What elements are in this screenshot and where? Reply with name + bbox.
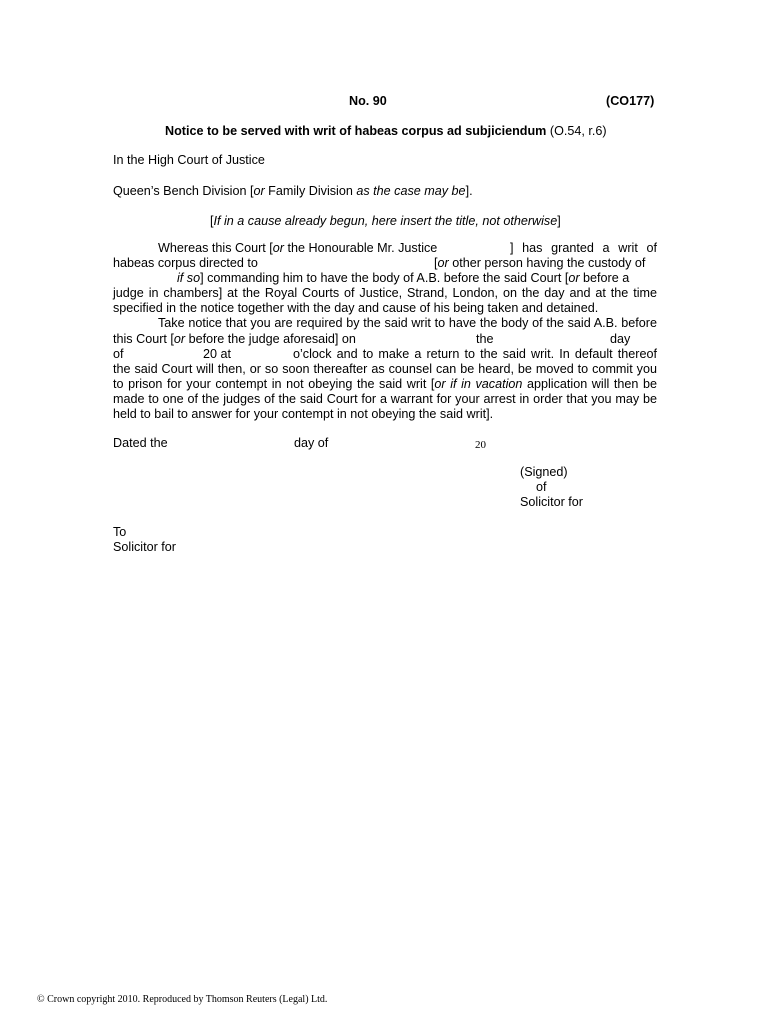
body-line-11: made to one of the judges of the said Court for a warrant for your arrest in order that you may be [113, 391, 657, 406]
copyright-notice: © Crown copyright 2010. Reproduced by Thomson Reuters (Legal) Ltd. [37, 994, 328, 1005]
writ-granted-text: ] has granted a writ of [510, 241, 657, 255]
court-name: In the High Court of Justice [113, 153, 265, 167]
body-line-4: judge in chambers] at the Royal Courts of Justice, Strand, London, on the day and at the time [113, 286, 657, 301]
directed-to-text: habeas corpus directed to [113, 256, 258, 271]
cause-open: [ [210, 214, 214, 228]
body-line-1 [113, 241, 657, 256]
commanding-text: ] commanding him to have the body of A.B. before the said Court [ [200, 271, 569, 286]
body-line-2 [113, 256, 657, 271]
the-text: the [476, 331, 494, 346]
form-title-main: Notice to be served with writ of habeas corpus ad subjiciendum [165, 124, 547, 138]
form-title [165, 124, 607, 139]
of-text: of [113, 346, 124, 361]
division-close: ]. [465, 184, 473, 198]
signature-of-label: of [536, 480, 547, 494]
division-family: Family Division [264, 184, 357, 198]
to-label: To [113, 525, 127, 539]
whereas-a: Whereas this Court [ [158, 241, 273, 255]
cause-close: ] [557, 214, 561, 228]
whereas-justice: the Honourable Mr. Justice [284, 241, 438, 255]
this-court-text [113, 332, 356, 347]
application-text: application will then be [522, 376, 657, 391]
year-label: 20 [475, 439, 486, 451]
if-so-text: if so [177, 271, 201, 286]
division-case: as the case may be [356, 184, 466, 198]
form-title-reference: (O.54, r.6) [546, 124, 607, 138]
custody-text [434, 256, 645, 271]
cause-instruction [210, 214, 561, 229]
this-court-or: or [173, 331, 186, 346]
form-number: No. 90 [349, 94, 387, 108]
this-court-rest: before the judge aforesaid] on [185, 331, 356, 346]
division-or: or [253, 184, 265, 198]
this-court-a: this Court [ [113, 331, 174, 346]
body-line-7 [113, 332, 657, 347]
custody-open: [ [434, 256, 438, 271]
body-line-12: held to bail to answer for your contempt in not obeying the said writ]. [113, 407, 494, 422]
day-text: day [610, 331, 631, 346]
commanding-rest: before a [579, 271, 630, 286]
custody-or: or [437, 256, 449, 271]
body-line-5: specified in the notice together with the day and cause of his being taken and detained. [113, 301, 599, 316]
dated-label: Dated the [113, 436, 168, 450]
division-text: Queen’s Bench Division [ [113, 184, 254, 198]
body-line-8 [113, 347, 657, 362]
custody-rest: other person having the custody of [448, 256, 646, 271]
form-code: (CO177) [606, 94, 655, 108]
day-of-label: day of [294, 436, 329, 450]
body-line-10 [113, 377, 657, 392]
body-line-3 [113, 271, 657, 286]
division-line [113, 184, 473, 199]
commanding-or: or [568, 271, 580, 286]
year-at-text: 20 at [203, 346, 232, 361]
body-line-9: the said Court will then, or so soon thereafter as counsel can be heard, be moved to commit you [113, 361, 657, 376]
notice-body [113, 241, 657, 422]
cause-text: If in a cause already begun, here insert the title, not otherwise [213, 214, 558, 228]
vacation-text: or if in vacation [434, 376, 523, 391]
signed-label: (Signed) [520, 465, 568, 479]
body-line-6: Take notice that you are required by the said writ to have the body of the said A.B. before [158, 316, 657, 331]
oclock-text: o’clock and to make a return to the said writ. In default thereof [293, 346, 657, 361]
signature-solicitor-label: Solicitor for [520, 495, 583, 509]
prison-text: to prison for your contempt in not obeying the said writ [ [113, 376, 435, 391]
whereas-text [158, 241, 437, 256]
addressee-solicitor-label: Solicitor for [113, 540, 176, 554]
whereas-or: or [272, 241, 284, 255]
